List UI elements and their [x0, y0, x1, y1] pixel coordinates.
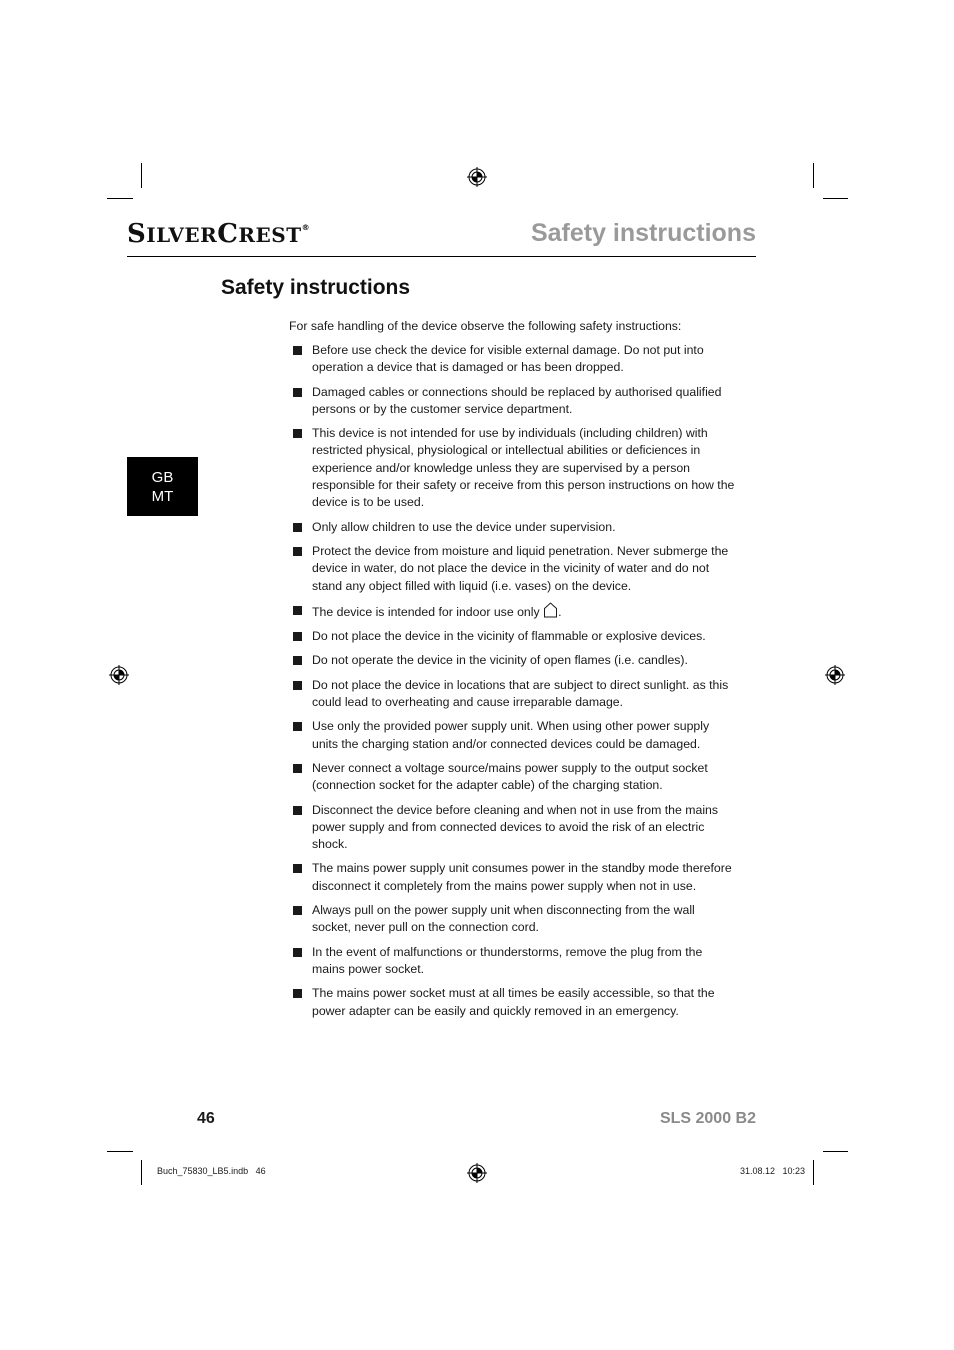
safety-list [292, 342, 737, 1027]
registration-mark-icon [825, 665, 845, 685]
language-code-mt: MT [151, 488, 174, 505]
bullet-icon [293, 722, 302, 731]
list-item: The device is intended for indoor use only . [292, 602, 737, 621]
bullet-icon [293, 523, 302, 532]
brand-initial-s: S [127, 219, 147, 249]
list-item: Do not operate the device in the vicinity of open flames (i.e. candles). [292, 652, 737, 669]
list-item: The mains power socket must at all times be easily accessible, so that the power adapter can be easily and quickly removed in an emergency. [292, 985, 737, 1020]
crop-mark [107, 1151, 133, 1152]
bullet-icon [293, 948, 302, 957]
registered-mark: ® [301, 223, 311, 232]
list-item: Protect the device from moisture and liquid penetration. Never submerge the device in water, do not place the device in the vicinity of water and do not stand any object filled with liquid (i.e. vases) on the device. [292, 543, 737, 595]
print-slug-file: Buch_75830_LB5.indb 46 [157, 1166, 266, 1176]
list-item: Do not place the device in locations that are subject to direct sunlight. as this could lead to overheating and cause irreparable damage. [292, 677, 737, 712]
brand-word-ilver: ILVER [146, 223, 218, 247]
list-item: Never connect a voltage source/mains power supply to the output socket (connection socket for the adapter cable) of the charging station. [292, 760, 737, 795]
crop-mark [141, 1160, 142, 1185]
bullet-icon [293, 606, 302, 615]
crop-mark [823, 198, 848, 199]
list-item: The mains power supply unit consumes power in the standby mode therefore disconnect it completely from the mains power supply when not in use. [292, 860, 737, 895]
print-slug-date: 31.08.12 10:23 [739, 1166, 805, 1176]
list-item: Only allow children to use the device under supervision. [292, 519, 737, 536]
registration-mark-icon [467, 1163, 487, 1183]
intro-text: For safe handling of the device observe the following safety instructions: [289, 319, 682, 333]
crop-mark [823, 1151, 848, 1152]
brand-logo [127, 219, 310, 249]
bullet-icon [293, 681, 302, 690]
list-item: Disconnect the device before cleaning and when not in use from the mains power supply and from connected devices to avoid the risk of an electric shock. [292, 802, 737, 854]
list-item: Damaged cables or connections should be replaced by authorised qualified persons or by the customer service department. [292, 384, 737, 419]
list-item: In the event of malfunctions or thunderstorms, remove the plug from the mains power socket. [292, 944, 737, 979]
crop-mark [813, 1160, 814, 1185]
bullet-icon [293, 806, 302, 815]
bullet-icon [293, 346, 302, 355]
bullet-icon [293, 547, 302, 556]
registration-mark-icon [467, 167, 487, 187]
bullet-icon [293, 989, 302, 998]
language-code-gb: GB [151, 469, 174, 486]
bullet-icon [293, 764, 302, 773]
header-title: Safety instructions [530, 219, 756, 247]
bullet-icon [293, 864, 302, 873]
bullet-icon [293, 429, 302, 438]
crop-mark [107, 198, 133, 199]
header-rule [127, 256, 756, 257]
page-number: 46 [197, 1110, 215, 1127]
bullet-icon [293, 656, 302, 665]
brand-initial-c: C [217, 219, 239, 249]
list-item: Use only the provided power supply unit. When using other power supply units the charging station and/or connected devices could be damaged. [292, 718, 737, 753]
crop-mark [813, 163, 814, 188]
list-item: Always pull on the power supply unit when disconnecting from the wall socket, never pull on the connection cord. [292, 902, 737, 937]
registration-mark-icon [109, 665, 129, 685]
crop-mark [141, 163, 142, 188]
bullet-icon [293, 906, 302, 915]
bullet-icon [293, 388, 302, 397]
model-name: SLS 2000 B2 [659, 1110, 756, 1127]
list-item: Before use check the device for visible external damage. Do not put into operation a device that is damaged or has been dropped. [292, 342, 737, 377]
bullet-icon [293, 632, 302, 641]
list-item: Do not place the device in the vicinity of flammable or explosive devices. [292, 628, 737, 645]
language-tab [127, 457, 198, 516]
section-title: Safety instructions [221, 276, 411, 299]
indoor-house-icon [543, 602, 558, 618]
brand-word-rest: REST [238, 223, 302, 247]
list-item: This device is not intended for use by individuals (including children) with restricted physical, physiological or intellectual abilities or deficiences in experience and/or knowledge unless they are supervised by a person responsible for their safety or receive from this person instructions on how the device is to be used. [292, 425, 737, 511]
